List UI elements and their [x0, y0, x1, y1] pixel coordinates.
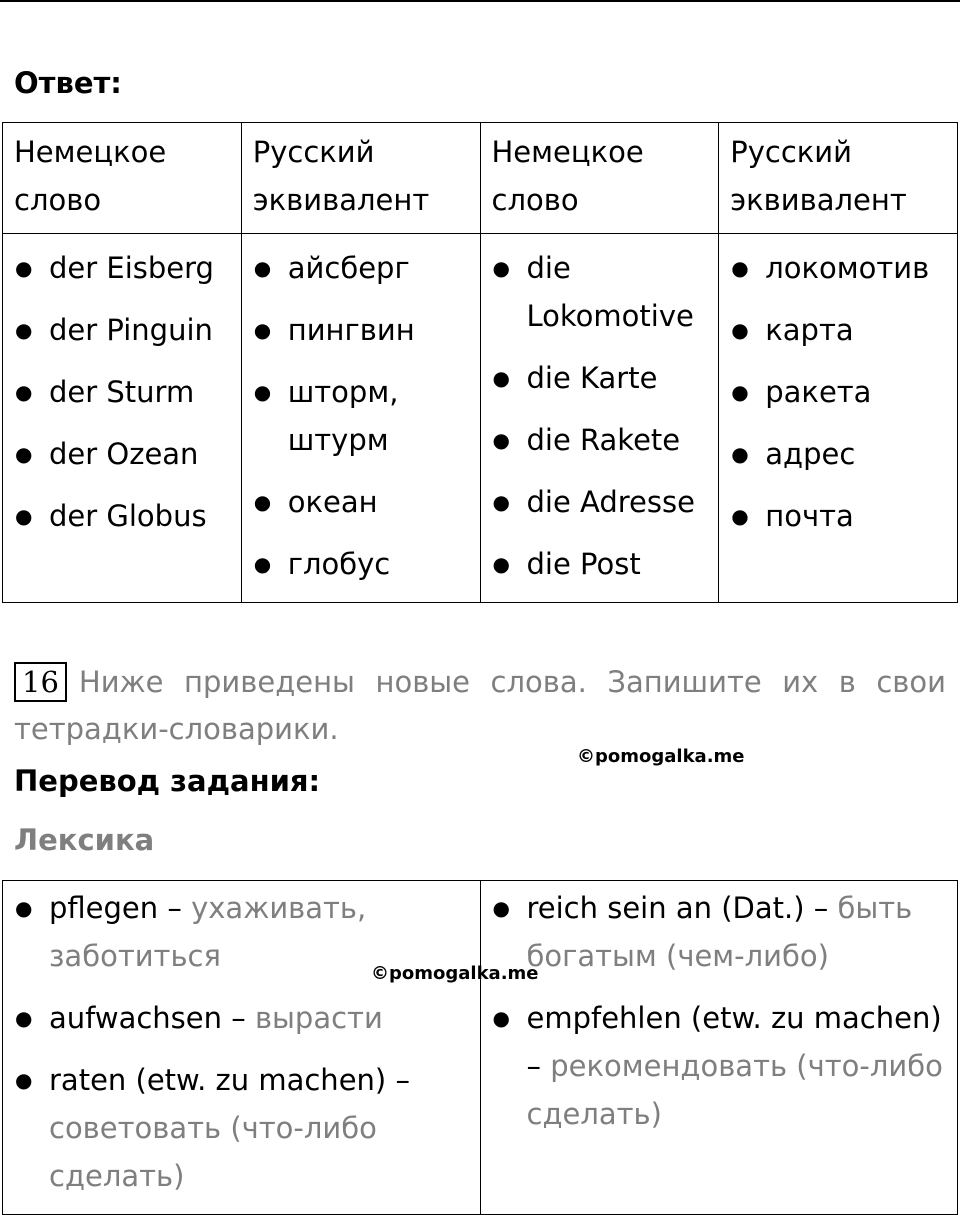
list-item: ● почта [729, 492, 957, 540]
list-item: ● океан [252, 478, 480, 526]
vocab-item [13, 1056, 480, 1200]
vocab-dash: – [158, 891, 192, 925]
header-cell-german-1 [3, 123, 242, 234]
list-item: ● адрес [729, 430, 957, 478]
header-line: слово [491, 183, 579, 217]
vocab-meaning: быть богатым (чем-либо) [526, 891, 913, 973]
vocabulary-table [2, 880, 958, 1215]
header-cell-russian-2 [719, 123, 958, 234]
task-text-line1: Ниже приведены новые слова. Запишите их в свои [78, 665, 946, 699]
list-item: ● der Sturm [13, 368, 241, 416]
list-item: ● айсберг [252, 244, 480, 292]
lexicon-heading: Лексика [14, 823, 155, 857]
vocab-term: empfehlen (etw. zu machen) [526, 1001, 942, 1035]
vocab-meaning: вырасти [254, 1001, 383, 1035]
column-german-1 [3, 234, 242, 603]
vocab-dash: – [222, 1001, 255, 1035]
list-item: ● die Karte [491, 354, 719, 402]
watermark: ©pomogalka.me [577, 746, 745, 767]
vocabulary-column-right [480, 881, 958, 1215]
task-instruction [14, 658, 946, 706]
vocab-item [491, 994, 958, 1138]
answer-table-header-row [3, 123, 958, 234]
column-russian-1 [241, 234, 480, 603]
vocab-term: raten (etw. zu machen) [49, 1063, 387, 1097]
answer-table [2, 122, 958, 603]
vocab-item [13, 994, 480, 1042]
header-line: Немецкое [14, 135, 167, 169]
column-russian-2 [719, 234, 958, 603]
list-item: ● die Rakete [491, 416, 719, 464]
watermark: ©pomogalka.me [371, 963, 539, 984]
header-line: слово [14, 183, 102, 217]
list-item: ● die Post [491, 540, 719, 588]
header-line: эквивалент [252, 183, 430, 217]
vocab-dash: – [386, 1063, 410, 1097]
list-item: ● шторм, штурм [252, 368, 480, 464]
vocab-meaning: рекомендовать (что-либо сделать) [526, 1049, 943, 1131]
answer-heading: Ответ: [14, 66, 122, 100]
answer-table-body-row [3, 234, 958, 603]
header-cell-german-2 [480, 123, 719, 234]
task-text-line2: тетрадки-словарики. [14, 712, 339, 746]
list-item: ● пингвин [252, 306, 480, 354]
vocab-term: reich sein an (Dat.) [526, 891, 805, 925]
vocab-term: aufwachsen [49, 1001, 222, 1035]
list-item: ● ракета [729, 368, 957, 416]
list-item: ● der Pinguin [13, 306, 241, 354]
list-item: ● глобус [252, 540, 480, 588]
list-item: ● der Ozean [13, 430, 241, 478]
list-item: ● локомотив [729, 244, 957, 292]
header-line: эквивалент [730, 183, 907, 217]
task-number: 16 [14, 662, 67, 702]
vocabulary-row [3, 881, 958, 1215]
vocab-term: pflegen [49, 891, 159, 925]
vocab-meaning: советовать (что-либо сделать) [49, 1111, 377, 1193]
vocab-dash: – [526, 1049, 551, 1083]
header-line: Немецкое [491, 135, 644, 169]
vocabulary-column-left [3, 881, 481, 1215]
translation-heading: Перевод задания: [14, 764, 321, 798]
vocab-dash: – [804, 891, 838, 925]
list-item: ● die Adresse [491, 478, 719, 526]
list-item: ● der Globus [13, 492, 241, 540]
vocab-item [491, 884, 958, 980]
vocab-meaning: ухаживать, заботиться [49, 891, 367, 973]
list-item: ● die Lokomotive [491, 244, 719, 340]
header-line: Русский [730, 135, 852, 169]
header-line: Русский [252, 135, 375, 169]
header-cell-russian-1 [241, 123, 480, 234]
column-german-2 [480, 234, 719, 603]
top-rule [0, 0, 960, 2]
list-item: ● der Eisberg [13, 244, 241, 292]
list-item: ● карта [729, 306, 957, 354]
